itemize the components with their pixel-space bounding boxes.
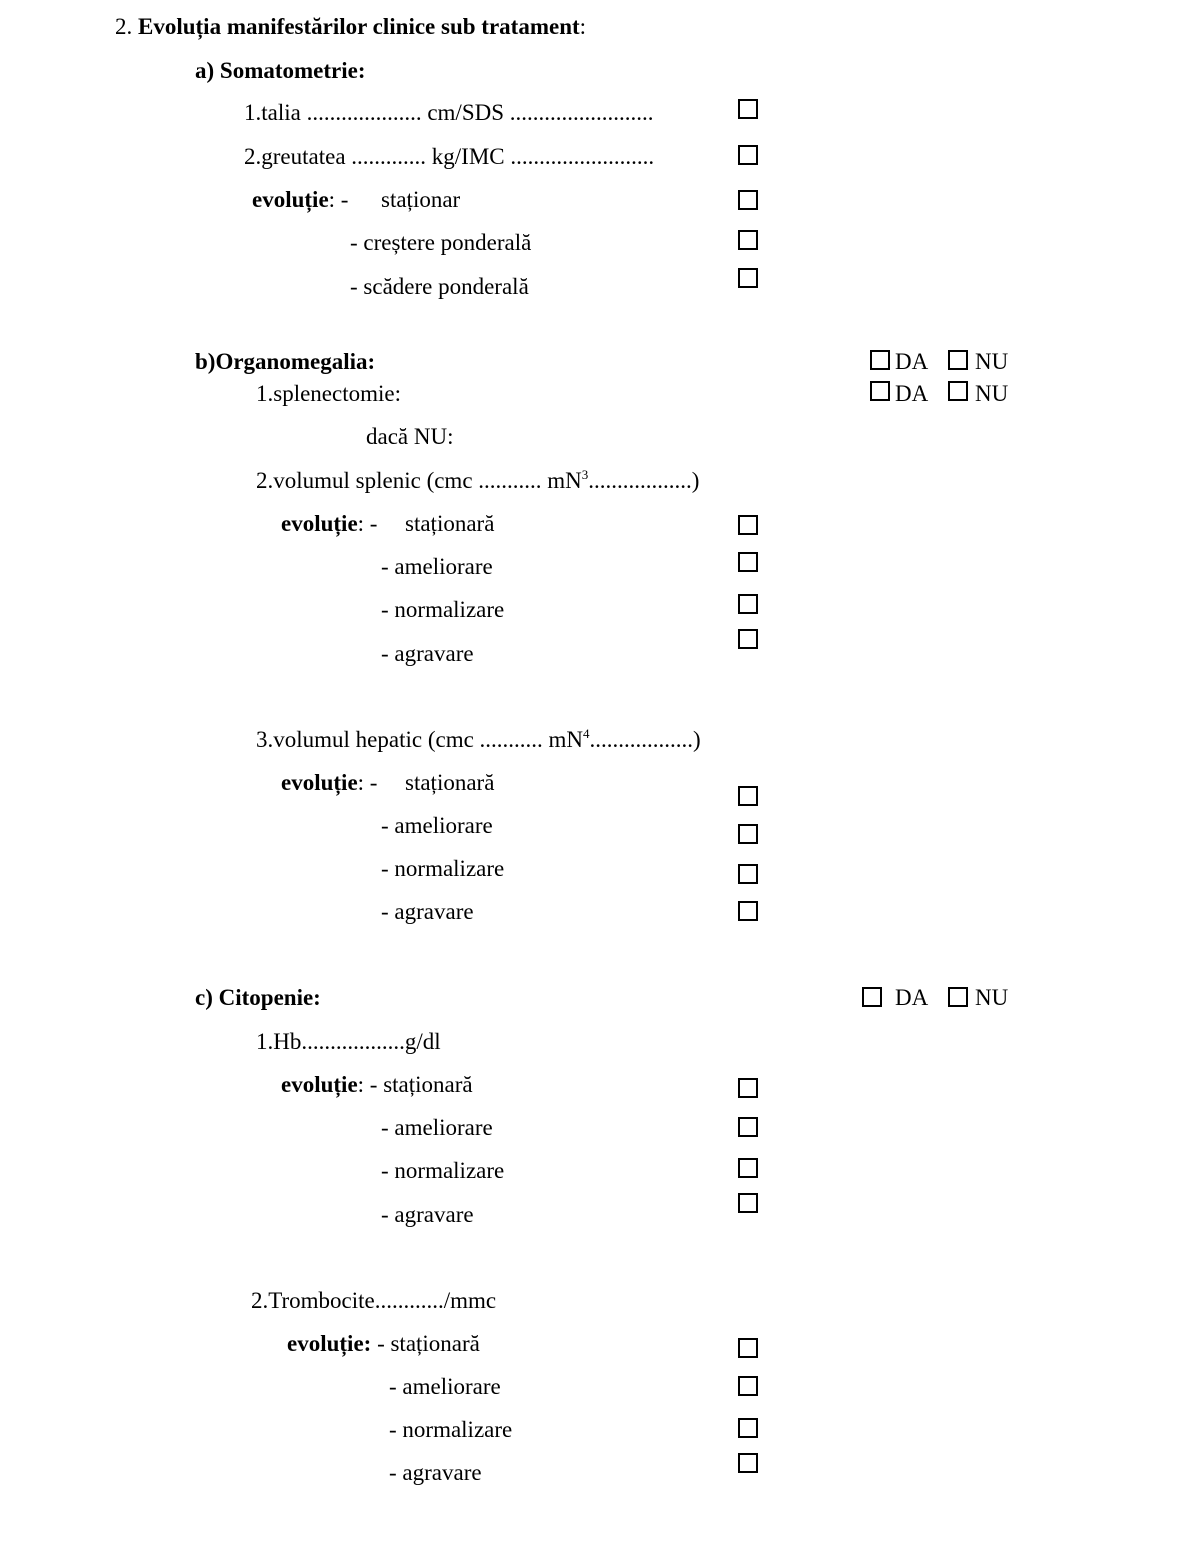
volum-hepatic-field (256, 727, 701, 753)
scadere-ponderala-checkbox[interactable] (738, 268, 758, 288)
citopenie-da-label: DA (895, 985, 929, 1010)
hepatic-ameliorare-checkbox[interactable] (738, 824, 758, 844)
volum-hepatic-text: 3.volumul hepatic (cmc ........... mN (256, 727, 584, 752)
trombocite-agravare-checkbox[interactable] (738, 1453, 758, 1473)
somatometrie-heading: a) Somatometrie: (195, 58, 366, 83)
hb-stationara-checkbox[interactable] (738, 1078, 758, 1098)
organomegalia-da-label: DA (895, 349, 929, 374)
hepatic-option-stationara: staționară (405, 770, 495, 795)
option-scadere-ponderala: - scădere ponderală (350, 274, 529, 299)
stationar-checkbox[interactable] (738, 190, 758, 210)
splenic-option-ameliorare: - ameliorare (381, 554, 493, 579)
hb-option-agravare: - agravare (381, 1202, 474, 1227)
hb-evolutie-label (281, 1072, 473, 1098)
volum-hepatic-end: ..................) (589, 727, 701, 752)
organomegalia-nu-label: NU (975, 349, 1009, 374)
daca-nu-label: dacă NU: (366, 424, 454, 449)
organomegalia-prefix: b) (195, 349, 216, 374)
volum-splenic-end: ..................) (588, 468, 700, 493)
somatometrie-evolutie-label (252, 187, 348, 213)
volum-hepatic-sup: 4 (583, 726, 590, 741)
citopenie-nu-checkbox[interactable] (948, 987, 968, 1007)
evolutie-colon: : - (357, 770, 378, 795)
hb-field: 1.Hb..................g/dl (256, 1029, 441, 1054)
splenic-stationara-checkbox[interactable] (738, 515, 758, 535)
hepatic-agravare-checkbox[interactable] (738, 901, 758, 921)
citopenie-da-checkbox[interactable] (862, 987, 882, 1007)
splenic-option-normalizare: - normalizare (381, 597, 505, 622)
hepatic-normalizare-checkbox[interactable] (738, 864, 758, 884)
trombocite-evolutie-label (287, 1331, 480, 1357)
talia-field: 1.talia .................... cm/SDS ......................... (244, 100, 654, 125)
organomegalia-title: Organomegalia: (215, 349, 376, 374)
trombocite-ameliorare-checkbox[interactable] (738, 1376, 758, 1396)
splenic-option-agravare: - agravare (381, 641, 474, 666)
volum-splenic-sup: 3 (581, 467, 589, 482)
hb-ameliorare-checkbox[interactable] (738, 1117, 758, 1137)
evolutie-rest: - staționară (371, 1331, 480, 1356)
trombocite-field: 2.Trombocite............/mmc (251, 1288, 497, 1313)
option-stationar: staționar (381, 187, 461, 212)
evolutie-word: evoluție (281, 1072, 358, 1097)
splenectomie-label: 1.splenectomie: (256, 381, 401, 406)
evolutie-word: evoluție (252, 187, 329, 212)
section-number: 2. (115, 14, 133, 39)
trombocite-stationara-checkbox[interactable] (738, 1338, 758, 1358)
splenic-evolutie-label (281, 511, 377, 537)
trombocite-option-ameliorare: - ameliorare (389, 1374, 501, 1399)
evolutie-word: evoluție: (287, 1331, 372, 1356)
evolutie-colon: : - (357, 511, 378, 536)
hb-normalizare-checkbox[interactable] (738, 1158, 758, 1178)
trombocite-option-normalizare: - normalizare (389, 1417, 513, 1442)
citopenie-nu-label: NU (975, 985, 1009, 1010)
evolutie-word: evoluție (281, 511, 358, 536)
organomegalia-da-checkbox[interactable] (870, 350, 890, 370)
splenic-normalizare-checkbox[interactable] (738, 594, 758, 614)
section-title-colon: : (579, 14, 587, 39)
evolutie-word: evoluție (281, 770, 358, 795)
splenic-ameliorare-checkbox[interactable] (738, 552, 758, 572)
hepatic-stationara-checkbox[interactable] (738, 786, 758, 806)
hepatic-evolutie-label (281, 770, 377, 796)
splenectomie-da-label: DA (895, 381, 929, 406)
volum-splenic-text: 2.volumul splenic (cmc ........... mN (256, 468, 582, 493)
organomegalia-heading (195, 349, 375, 375)
hepatic-option-ameliorare: - ameliorare (381, 813, 493, 838)
hb-option-ameliorare: - ameliorare (381, 1115, 493, 1140)
organomegalia-nu-checkbox[interactable] (948, 350, 968, 370)
option-crestere-ponderala: - creștere ponderală (350, 230, 532, 255)
hepatic-option-normalizare: - normalizare (381, 856, 505, 881)
greutatea-field: 2.greutatea ............. kg/IMC ......................... (244, 144, 655, 169)
evolutie-colon: : - staționară (357, 1072, 473, 1097)
section-title (115, 14, 586, 40)
crestere-ponderala-checkbox[interactable] (738, 230, 758, 250)
evolutie-colon: : - (328, 187, 349, 212)
trombocite-normalizare-checkbox[interactable] (738, 1418, 758, 1438)
splenic-option-stationara: staționară (405, 511, 495, 536)
hb-option-normalizare: - normalizare (381, 1158, 505, 1183)
hb-agravare-checkbox[interactable] (738, 1193, 758, 1213)
splenectomie-da-checkbox[interactable] (870, 381, 890, 401)
talia-checkbox[interactable] (738, 99, 758, 119)
hepatic-option-agravare: - agravare (381, 899, 474, 924)
citopenie-heading: c) Citopenie: (195, 985, 321, 1010)
splenic-agravare-checkbox[interactable] (738, 629, 758, 649)
splenectomie-nu-label: NU (975, 381, 1009, 406)
section-title-text: Evoluția manifestărilor clinice sub tratament (138, 14, 580, 39)
splenectomie-nu-checkbox[interactable] (948, 381, 968, 401)
trombocite-option-agravare: - agravare (389, 1460, 482, 1485)
greutatea-checkbox[interactable] (738, 145, 758, 165)
volum-splenic-field (256, 468, 699, 494)
